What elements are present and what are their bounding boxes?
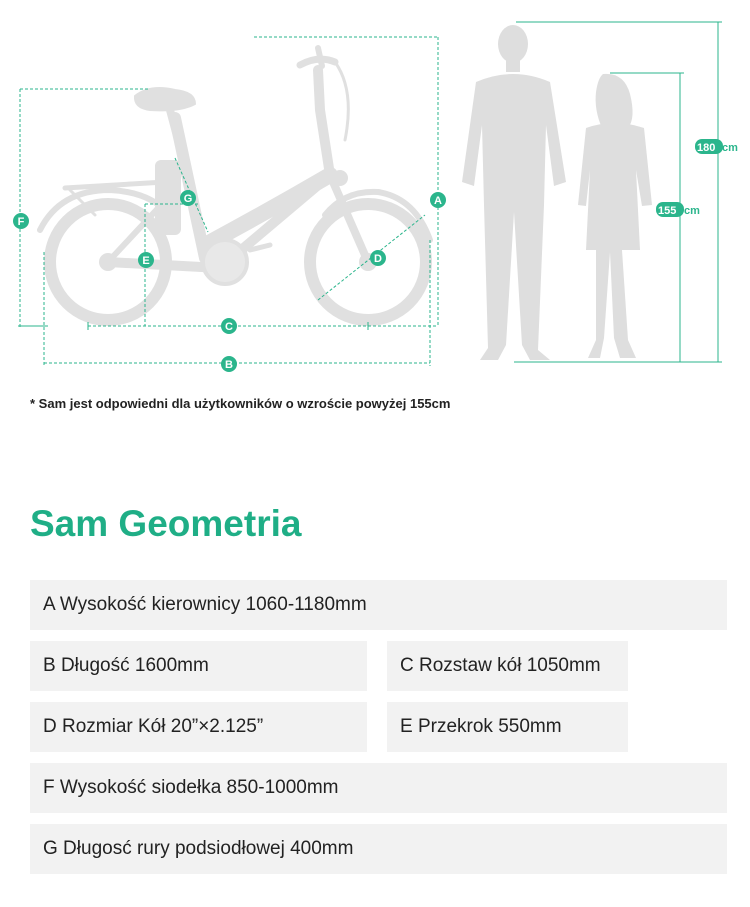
person-short-silhouette xyxy=(578,74,652,358)
marker-g xyxy=(180,190,196,206)
spec-handlebar-height: A Wysokość kierownicy 1060-1180mm xyxy=(30,580,727,630)
marker-f xyxy=(13,213,29,229)
marker-c xyxy=(221,318,237,334)
marker-b xyxy=(221,356,237,372)
section-title: Sam Geometria xyxy=(30,503,302,544)
height-label-180 xyxy=(695,139,738,154)
spec-length: B Długość 1600mm xyxy=(30,641,367,691)
marker-c-label: C xyxy=(225,321,233,333)
spec-wheelbase: C Rozstaw kół 1050mm xyxy=(387,641,628,691)
marker-a xyxy=(430,192,446,208)
marker-g-label: G xyxy=(183,193,193,205)
height-label-155-unit: cm xyxy=(684,205,700,217)
bike-geometry-diagram xyxy=(0,0,750,380)
height-label-180-unit: cm xyxy=(722,142,738,154)
spec-saddle-height: F Wysokość siodełka 850-1000mm xyxy=(30,763,727,813)
marker-b-label: B xyxy=(225,359,233,371)
marker-a-label: A xyxy=(434,195,442,207)
spec-wheel-size: D Rozmiar Kół 20”×2.125” xyxy=(30,702,367,752)
suitability-note: * Sam jest odpowiedni dla użytkowników o wzroście powyżej 155cm xyxy=(30,396,451,411)
person-tall-silhouette xyxy=(462,25,566,360)
marker-e xyxy=(138,252,154,268)
marker-d xyxy=(370,250,386,266)
height-label-155-value: 155 xyxy=(658,205,677,217)
marker-d-label: D xyxy=(374,253,382,265)
spec-standover: E Przekrok 550mm xyxy=(387,702,628,752)
height-label-155 xyxy=(656,202,700,217)
bike-silhouette xyxy=(40,48,430,320)
marker-f-label: F xyxy=(17,216,25,228)
marker-e-label: E xyxy=(142,255,150,267)
height-label-180-value: 180 xyxy=(697,142,716,154)
spec-seat-tube-length: G Długosć rury podsiodłowej 400mm xyxy=(30,824,727,874)
